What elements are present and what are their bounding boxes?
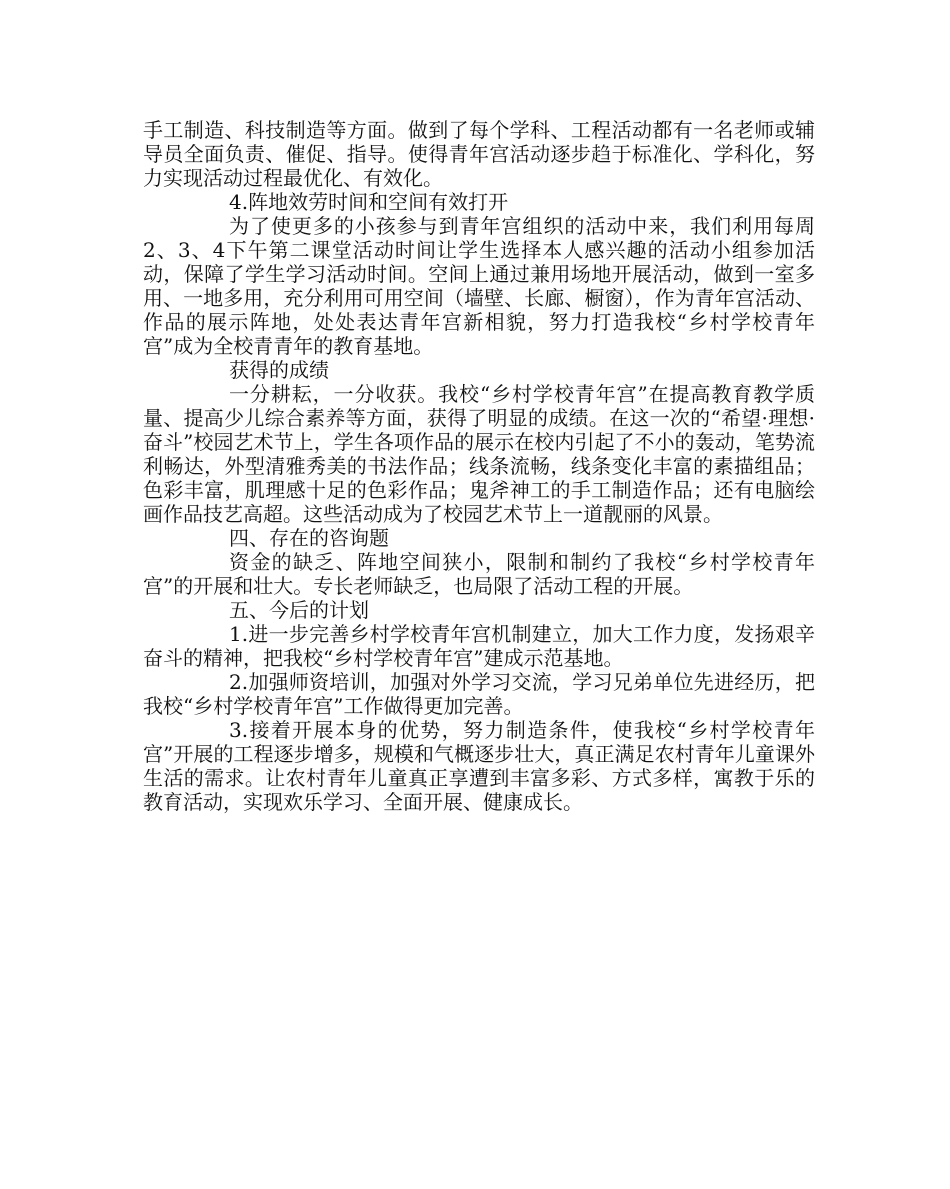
- section-heading-problems: 四、存在的咨询题: [229, 526, 389, 550]
- plan-item-2: 2.加强师资培训，加强对外学习交流，学习兄弟单位先进经历，把我校“乡村学校青年宫”工作做得更加完善。: [143, 670, 815, 718]
- plan-item-3: 3.接着开展本身的优势，努力制造条件，使我校“乡村学校青年宫”开展的工程逐步增多，规模和气概逐步壮大，真正满足农村青年儿童课外生活的需求。让农村青年儿童真正享遭到丰富多彩、方式多样，寓教于乐的教育活动，实现欢乐学习、全面开展、健康成长。: [143, 718, 815, 814]
- paragraph-problems: 资金的缺乏、阵地空间狭小，限制和制约了我校“乡村学校青年宫”的开展和壮大。专长老师缺乏，也局限了活动工程的开展。: [143, 550, 815, 598]
- document-body: [143, 118, 815, 814]
- paragraph-venue: 为了使更多的小孩参与到青年宫组织的活动中来，我们利用每周2、3、4下午第二课堂活动时间让学生选择本人感兴趣的活动小组参加活动，保障了学生学习活动时间。空间上通过兼用场地开展活动，做到一室多用、一地多用，充分利用可用空间（墙壁、长廊、橱窗），作为青年宫活动、作品的展示阵地，处处表达青年宫新相貌，努力打造我校“乡村学校青年宫”成为全校青青年的教育基地。: [143, 214, 815, 358]
- paragraph-achievements: 一分耕耘，一分收获。我校“乡村学校青年宫”在提高教育教学质量、提高少儿综合素养等方面，获得了明显的成绩。在这一次的“希望·理想·奋斗”校园艺术节上，学生各项作品的展示在校内引起了不小的轰动，笔势流利畅达，外型清雅秀美的书法作品；线条流畅，线条变化丰富的素描组品；色彩丰富，肌理感十足的色彩作品；鬼斧神工的手工制造作品；还有电脑绘画作品技艺高超。这些活动成为了校园艺术节上一道靓丽的风景。: [143, 382, 815, 526]
- section-heading-venue: 4.阵地效劳时间和空间有效打开: [229, 190, 509, 214]
- section-heading-achievements: 获得的成绩: [229, 358, 329, 382]
- paragraph-continuation: 手工制造、科技制造等方面。做到了每个学科、工程活动都有一名老师或辅导员全面负责、催促、指导。使得青年宫活动逐步趋于标准化、学科化，努力实现活动过程最优化、有效化。: [143, 118, 815, 190]
- plan-item-1: 1.进一步完善乡村学校青年宫机制建立，加大工作力度，发扬艰辛奋斗的精神，把我校“乡村学校青年宫”建成示范基地。: [143, 622, 815, 670]
- section-heading-plans: 五、今后的计划: [229, 598, 369, 622]
